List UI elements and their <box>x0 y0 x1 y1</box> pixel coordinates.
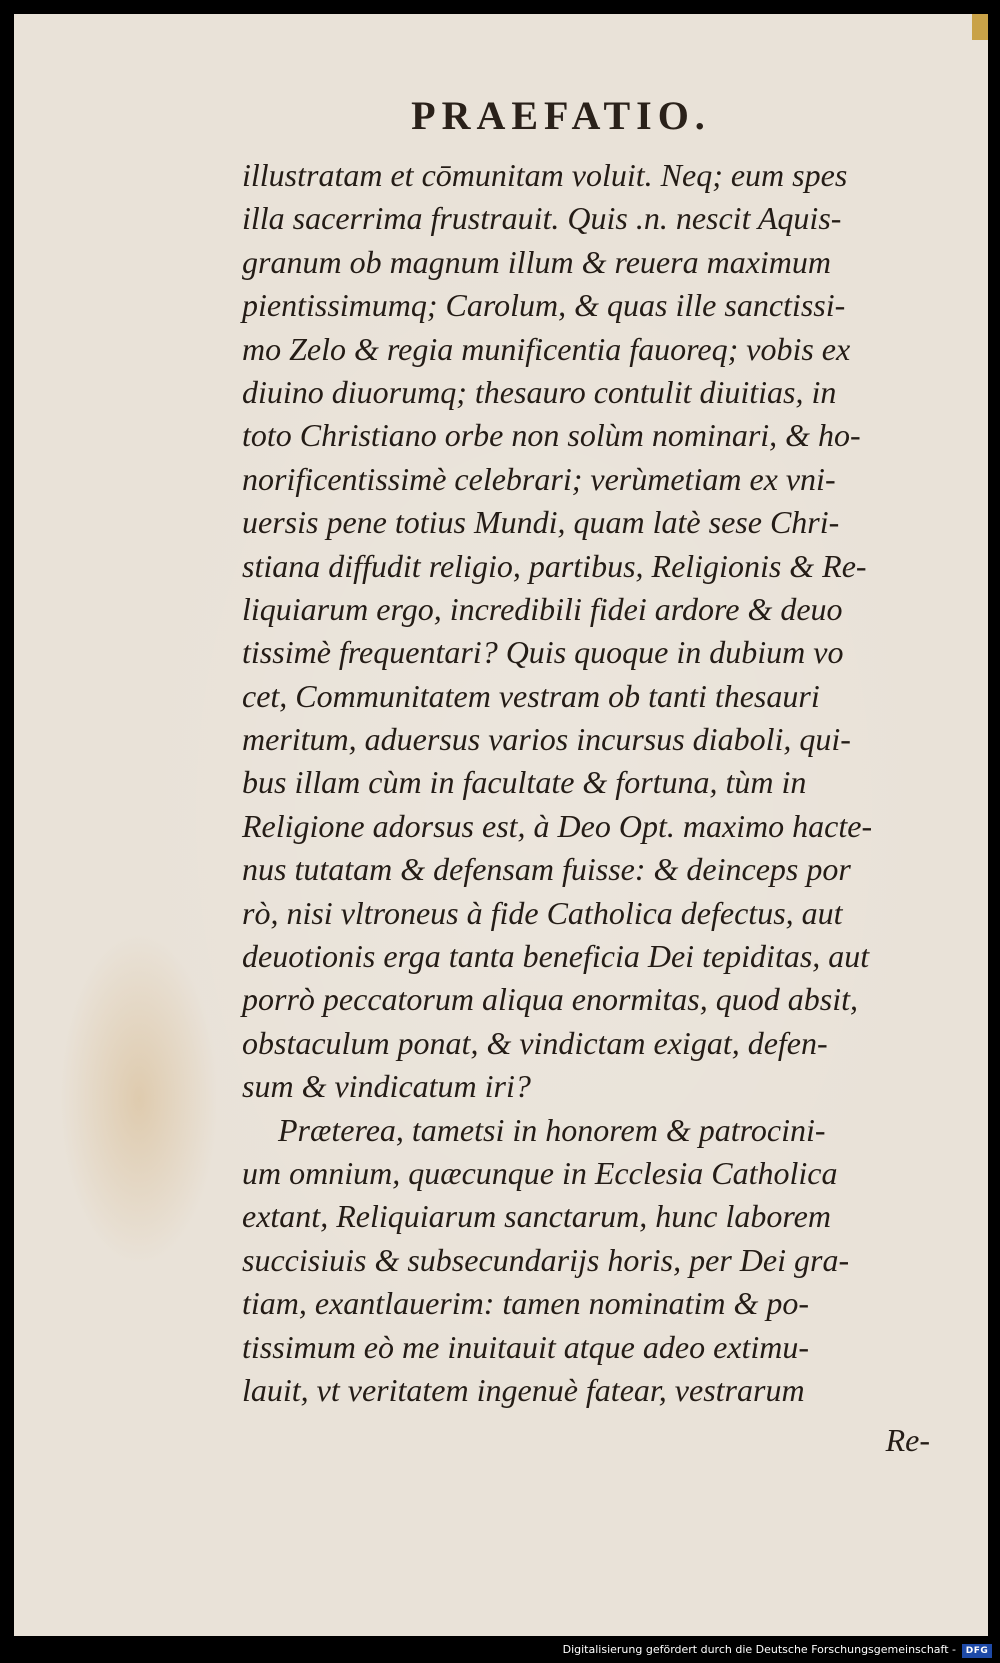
book-cover-corner <box>972 14 988 40</box>
text-line: granum ob magnum illum & reuera maximum <box>242 243 831 280</box>
text-line: extant, Reliquiarum sanctarum, hunc laborem <box>242 1198 831 1235</box>
text-line: liquiarum ergo, incredibili fidei ardore & deuo <box>242 590 843 627</box>
dfg-logo: DFG <box>962 1644 992 1658</box>
text-line: bus illam cùm in facultate & fortuna, tùm in <box>242 764 807 801</box>
book-page <box>14 14 988 1636</box>
text-line: Religione adorsus est, à Deo Opt. maximo hacte- <box>242 807 873 844</box>
text-line: sum & vindicatum iri? <box>242 1068 531 1105</box>
text-line: um omnium, quæcunque in Ecclesia Catholica <box>242 1154 838 1191</box>
text-line: lauit, vt veritatem ingenuè fatear, vestrarum <box>242 1371 805 1408</box>
text-line: obstaculum ponat, & vindictam exigat, defen- <box>242 1024 828 1061</box>
text-line: tiam, exantlauerim: tamen nominatim & po- <box>242 1285 810 1322</box>
text-line: diuino diuorumq; thesauro contulit diuitias, in <box>242 373 837 410</box>
text-line: illa sacerrima frustrauit. Quis .n. nescit Aquis- <box>242 200 842 237</box>
text-line: deuotionis erga tanta beneficia Dei tepiditas, aut <box>242 938 870 975</box>
text-line: porrò peccatorum aliqua enormitas, quod absit, <box>242 981 858 1018</box>
text-line: mo Zelo & regia munificentia fauoreq; vobis ex <box>242 330 851 367</box>
text-line: pientissimumq; Carolum, & quas ille sanctissi- <box>242 287 846 324</box>
text-line: tissimum eò me inuitauit atque adeo extimu- <box>242 1328 810 1365</box>
text-line: stiana diffudit religio, partibus, Religionis & Re- <box>242 547 867 584</box>
paragraph-start-line: Præterea, tametsi in honorem & patrocini- <box>278 1111 826 1148</box>
page-edge <box>988 0 1000 1640</box>
text-line: cet, Communitatem vestram ob tanti thesauri <box>242 677 820 714</box>
footer-bar <box>0 1640 1000 1663</box>
catchword: Re- <box>885 1422 930 1458</box>
running-head: PRAEFATIO. <box>411 93 711 138</box>
text-line: toto Christiano orbe non solùm nominari, & ho- <box>242 417 861 454</box>
text-line: norificentissimè celebrari; verùmetiam ex vni- <box>242 460 836 497</box>
text-line: illustratam et cōmunitam voluit. Neq; eum spes <box>242 157 848 193</box>
body-text <box>242 154 962 1412</box>
text-line: meritum, aduersus varios incursus diaboli, qui- <box>242 721 851 758</box>
text-line: tissimè frequentari? Quis quoque in dubium vo <box>242 634 844 671</box>
text-line: succisiuis & subsecundarijs horis, per Dei gra- <box>242 1241 850 1278</box>
text-line: rò, nisi vltroneus à fide Catholica defectus, aut <box>242 894 843 931</box>
footer-credit: Digitalisierung gefördert durch die Deutsche Forschungsgemeinschaft - <box>562 1643 956 1656</box>
text-line: uersis pene totius Mundi, quam latè sese Chri- <box>242 504 840 541</box>
text-line: nus tutatam & defensam fuisse: & deinceps por <box>242 851 851 888</box>
